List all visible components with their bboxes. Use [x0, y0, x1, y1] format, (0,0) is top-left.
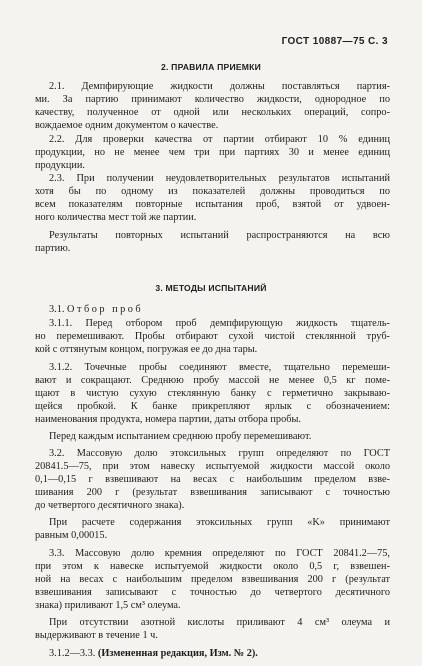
text-line: При расчете содержания этоксильных групп «K» принимают [49, 517, 390, 528]
text-line: качеству, полученное от одной или нескольких операций, сопро- [35, 107, 390, 118]
text-line: При отсутствии азотной кислоты приливают 4 см³ олеума и [49, 617, 390, 628]
text-line: продукции. [35, 160, 86, 171]
text-line: ми. За партию принимают количество жидкости, однородное по [35, 94, 390, 105]
text-line: 3.1.1. Перед отбором проб демпфирующую жидкость тщатель- [49, 318, 390, 329]
text-line: щейся пробкой. К банке прикрепляют ярлык с обозначением: [35, 401, 390, 412]
amendment-clauses: 3.1.2—3.3. [49, 648, 96, 659]
text-line: выдерживают в течение 1 ч. [35, 630, 158, 641]
text-line: хотя бы по одному из показателей должны проводиться по [35, 186, 390, 197]
text-line: наименования продукта, номера партии, даты отбора пробы. [35, 414, 301, 425]
text-line: ной на весах с наибольшим пределом взвешивания 200 г (результат [35, 574, 390, 585]
text-line: ного количества мест той же партии. [35, 212, 197, 223]
text-line: взвешивания записывают с точностью до четвертого десятичного [35, 587, 390, 598]
text-line: при этом к навеске испытуемой жидкости около 0,5 г, взвешен- [35, 561, 390, 572]
text-line: продукции, но не менее чем три при партиях 30 и менее единиц [35, 147, 390, 158]
text-line: кой с оттянутым концом, погружая ее до дна тары. [35, 344, 258, 355]
text-line: 0,1—0,15 г взвешивают на весах с наибольшим пределом взве- [35, 474, 390, 485]
amendment-label: (Измененная редакция, Изм. № 2). [97, 648, 258, 659]
subsection-number: 3.1. [49, 304, 65, 315]
text-line: вождаемое одним документом о качестве. [35, 120, 219, 131]
text-line: 2.2. Для проверки качества от партии отбирают 10 % единиц [49, 134, 390, 145]
subsection-heading [49, 303, 143, 316]
section-3-title: 3. МЕТОДЫ ИСПЫТАНИЙ [155, 283, 267, 293]
page-header: ГОСТ 10887—75 С. 3 [281, 36, 388, 47]
text-line: Результаты повторных испытаний распространяются на всю [49, 230, 390, 241]
text-line: знака) приливают 1,5 см³ олеума. [35, 600, 181, 611]
text-line: равным 0,00015. [35, 530, 108, 541]
text-line: 20841.5—75, при этом навеску испытуемой жидкости массой около [35, 461, 390, 472]
text-line: 2.3. При получении неудовлетворительных результатов испытаний [49, 173, 390, 184]
text-line: до четвертого десятичного знака). [35, 500, 185, 511]
text-line: щают в чистую сухую стеклянную банку с герметично закрываю- [35, 388, 390, 399]
text-line: партию. [35, 243, 71, 254]
text-line: 3.1.2. Точечные пробы соединяют вместе, тщательно перемеши- [49, 362, 390, 373]
text-line: 3.3. Массовую долю кремния определяют по ГОСТ 20841.2—75, [49, 548, 390, 559]
text-line: но перемешивают. Пробы отбирают сухой чистой стеклянной труб- [35, 331, 390, 342]
text-line: всем показателям повторные испытания проб, взятой от удвоен- [35, 199, 390, 210]
section-2-title: 2. ПРАВИЛА ПРИЕМКИ [161, 62, 261, 72]
text-line: 2.1. Демпфирующие жидкости должны поставляться партия- [49, 81, 390, 92]
text-line: Перед каждым испытанием среднюю пробу перемешивают. [49, 431, 312, 442]
text-line: 3.2. Массовую долю этоксильных групп определяют по ГОСТ [49, 448, 390, 459]
text-line: вают и сокращают. Среднюю пробу массой не менее 0,5 кг поме- [35, 375, 390, 386]
text-line: шивания 200 г (результат взвешивания записывают с точностью [35, 487, 390, 498]
amendment-note [49, 647, 258, 660]
subsection-title: Отбор проб [67, 304, 144, 315]
